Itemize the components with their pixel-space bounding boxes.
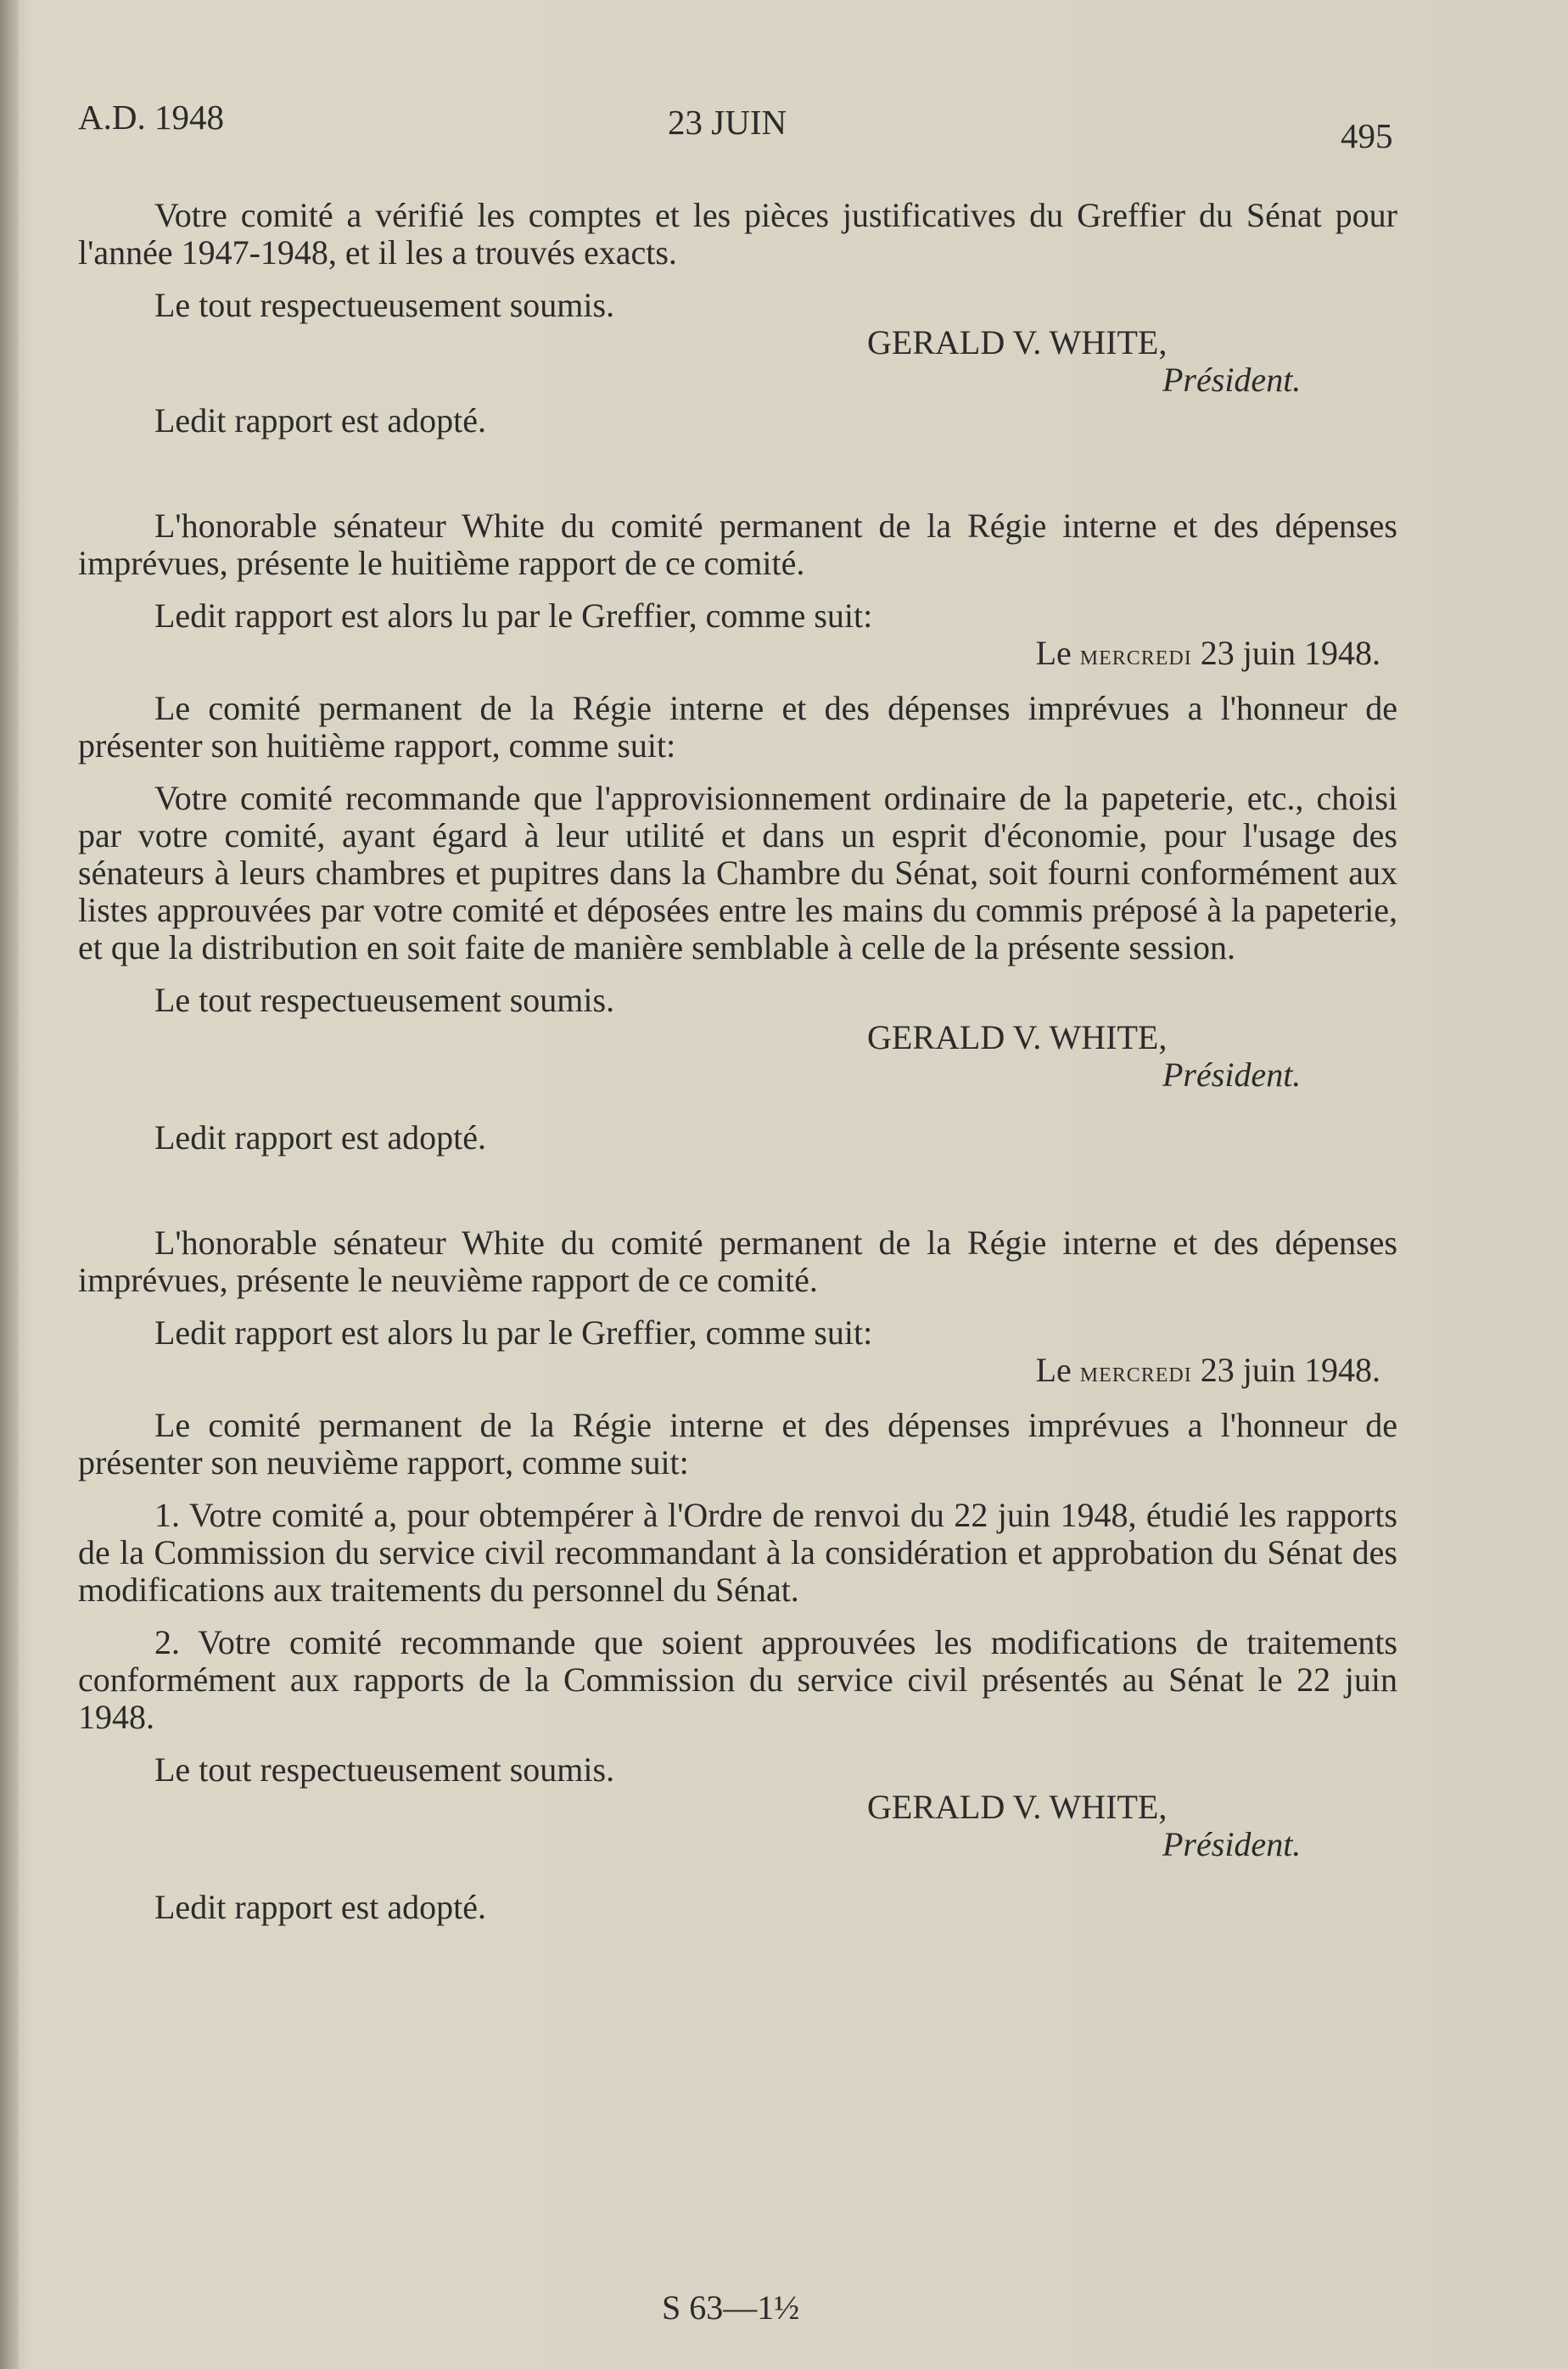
report-3-honour: Le comité permanent de la Régie interne et des dépenses imprévues a l'honneur de présenter son neuvième rapport, comme suit: [78,1406,1397,1481]
date-prefix: Le [1035,1351,1072,1389]
report-1-signatory-title: Président. [1162,361,1302,399]
report-1-paragraph: Votre comité a vérifié les comptes et les pièces justificatives du Greffier du Sénat pour l'année 1947-1948, et il les a trouvés exacts. [78,196,1397,272]
report-2-date [78,635,1397,675]
report-2-honour: Le comité permanent de la Régie interne et des dépenses imprévues a l'honneur de présenter son huitième rapport, comme suit: [78,689,1397,764]
page-header [78,92,1402,155]
date-weekday: mercredi [1079,1357,1192,1388]
signature-mark: S 63—1½ [662,2288,800,2327]
page-number: 495 [1341,116,1393,155]
report-3-item-2: 2. Votre comité recommande que soient approuvées les modifications de traitements conformément aux rapports de la Commission du service civil présentés au Sénat le 22 juin 1948. [78,1623,1397,1736]
report-3-intro: L'honorable sénateur White du comité permanent de la Régie interne et des dépenses imprévues, présente le neuvième rapport de ce comité. [78,1224,1397,1299]
report-1-adopted: Ledit rapport est adopté. [154,401,486,440]
report-2-intro: L'honorable sénateur White du comité permanent de la Régie interne et des dépenses imprévues, présente le huitième rapport de ce comité. [78,507,1397,582]
date-rest: 23 juin 1948. [1200,634,1380,672]
report-3-read: Ledit rapport est alors lu par le Greffier, comme suit: [154,1313,873,1352]
header-date: 23 JUIN [668,103,787,142]
report-2-read: Ledit rapport est alors lu par le Greffier, comme suit: [154,596,873,635]
date-rest: 23 juin 1948. [1200,1351,1380,1389]
report-3-adopted: Ledit rapport est adopté. [154,1888,486,1926]
report-2-closing: Le tout respectueusement soumis. [154,981,615,1019]
date-prefix: Le [1035,634,1072,672]
report-3-signatory: GERALD V. WHITE, [867,1788,1168,1826]
report-2-body: Votre comité recommande que l'approvisionnement ordinaire de la papeterie, etc., choisi par votre comité, ayant égard à leur utilité et dans un esprit d'économie, pour l'usage des sénateurs à leurs chambres et pupitres dans la Chambre du Sénat, soit fourni conformément aux listes approuvées par votre comité et déposées entre les mains du commis préposé à la papeterie, et que la distribution en soit faite de manière semblable à celle de la présente session. [78,779,1397,966]
report-2-signatory: GERALD V. WHITE, [867,1018,1168,1056]
report-1-closing: Le tout respectueusement soumis. [154,286,615,324]
report-2-signatory-title: Président. [1162,1056,1302,1094]
date-weekday: mercredi [1079,640,1192,671]
page-body [78,197,1397,1926]
report-3-closing: Le tout respectueusement soumis. [154,1750,615,1789]
book-spine-shadow [0,0,19,2369]
report-3-signatory-title: Président. [1162,1825,1302,1863]
report-1-signatory: GERALD V. WHITE, [867,323,1168,361]
report-3-date [78,1352,1397,1392]
report-3-item-1: 1. Votre comité a, pour obtempérer à l'Ordre de renvoi du 22 juin 1948, étudié les rapports de la Commission du service civil recommandant à la considération et approbation du Sénat des modifications aux traitements du personnel du Sénat. [78,1496,1397,1609]
header-year: A.D. 1948 [78,98,224,137]
report-2-adopted: Ledit rapport est adopté. [154,1118,486,1156]
